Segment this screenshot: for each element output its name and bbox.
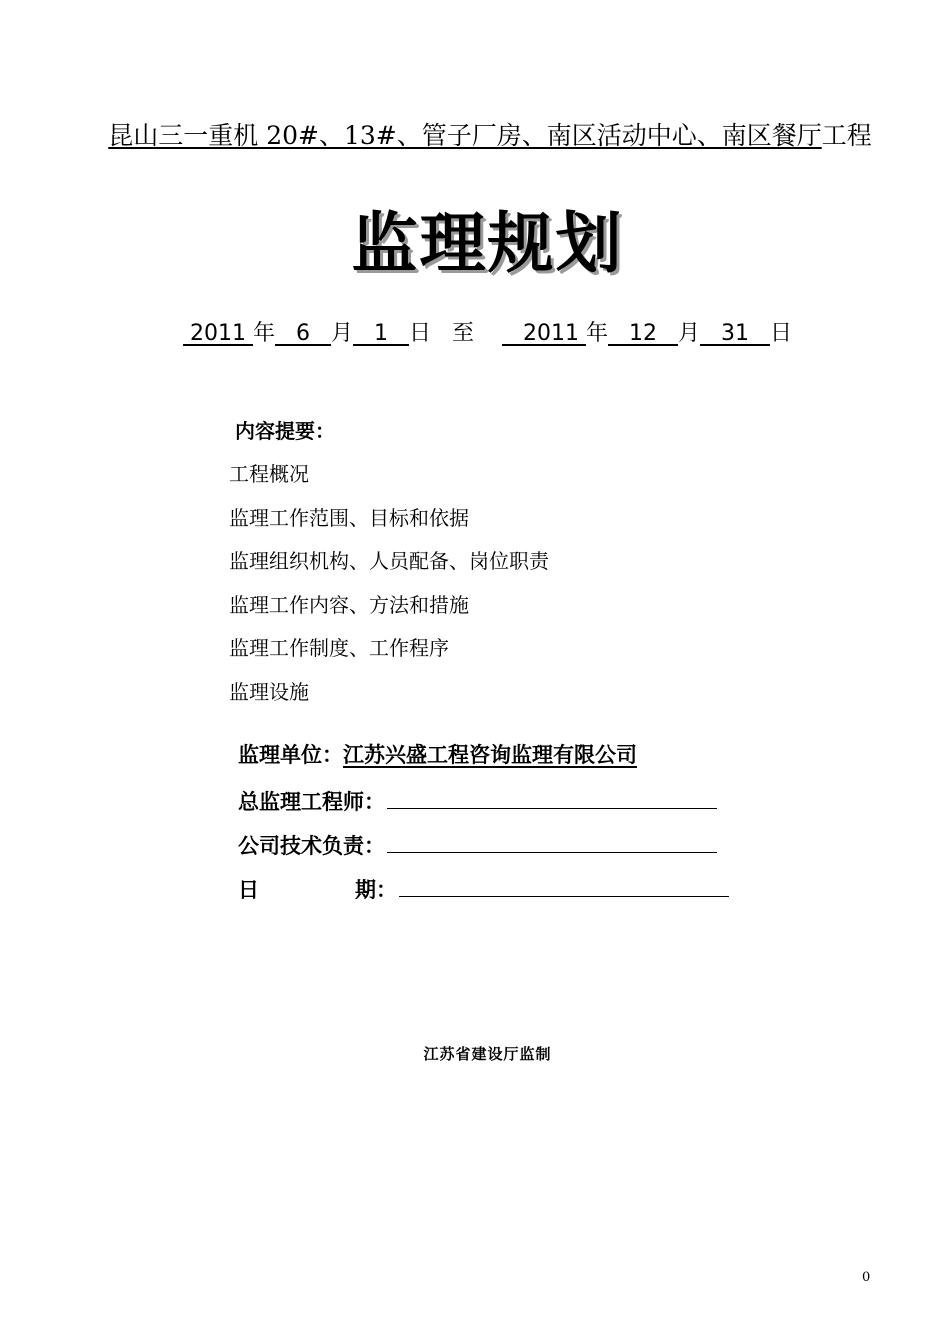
issuer-note: 江苏省建设厅监制	[423, 1045, 552, 1063]
summary-item: 工程概况	[229, 462, 309, 486]
summary-item: 监理工作范围、目标和依据	[229, 505, 469, 530]
page-number: 0	[862, 1270, 871, 1285]
summary-list	[229, 458, 549, 719]
date-label-first: 日	[238, 878, 259, 902]
supervision-period	[0, 318, 950, 350]
supervision-unit-label: 监理单位：	[238, 743, 343, 767]
summary-item: 监理设施	[229, 679, 309, 704]
end-month-label: 月	[677, 321, 700, 346]
signature-block	[238, 738, 729, 914]
tech-lead-label: 公司技术负责：	[238, 834, 385, 858]
date-row	[238, 870, 729, 914]
project-name: 昆山三一重机 20#、13#、管子厂房、南区活动中心、南区餐厅	[108, 121, 822, 150]
supervision-unit-value: 江苏兴盛工程咨询监理有限公司	[343, 743, 637, 767]
supervision-unit-row	[238, 738, 729, 782]
summary-item: 监理工作内容、方法和措施	[229, 592, 469, 617]
start-year: 2011	[190, 321, 247, 346]
tech-lead-row	[238, 826, 729, 870]
chief-engineer-row	[238, 782, 729, 826]
project-title	[0, 118, 950, 154]
end-year: 2011	[522, 321, 579, 346]
project-title-suffix: 工程	[821, 121, 872, 150]
chief-engineer-signature-line	[387, 782, 717, 809]
end-day-label: 日	[769, 321, 792, 346]
end-year-label: 年	[585, 321, 608, 346]
date-label-second: 期：	[355, 878, 397, 902]
start-day-label: 日	[409, 321, 432, 346]
tech-lead-signature-line	[387, 826, 717, 853]
to-label: 至	[452, 321, 475, 346]
start-year-label: 年	[253, 321, 276, 346]
date-signature-line	[399, 870, 729, 897]
chief-engineer-label: 总监理工程师：	[238, 790, 385, 814]
end-day: 31	[720, 321, 749, 346]
start-day: 1	[374, 321, 389, 346]
main-title: 监理规划	[351, 205, 624, 282]
end-month: 12	[628, 321, 657, 346]
summary-item: 监理工作制度、工作程序	[229, 636, 449, 660]
start-month: 6	[296, 321, 311, 346]
summary-item: 监理组织机构、人员配备、岗位职责	[229, 549, 549, 573]
start-month-label: 月	[331, 321, 354, 346]
summary-heading: 内容提要：	[235, 419, 335, 443]
